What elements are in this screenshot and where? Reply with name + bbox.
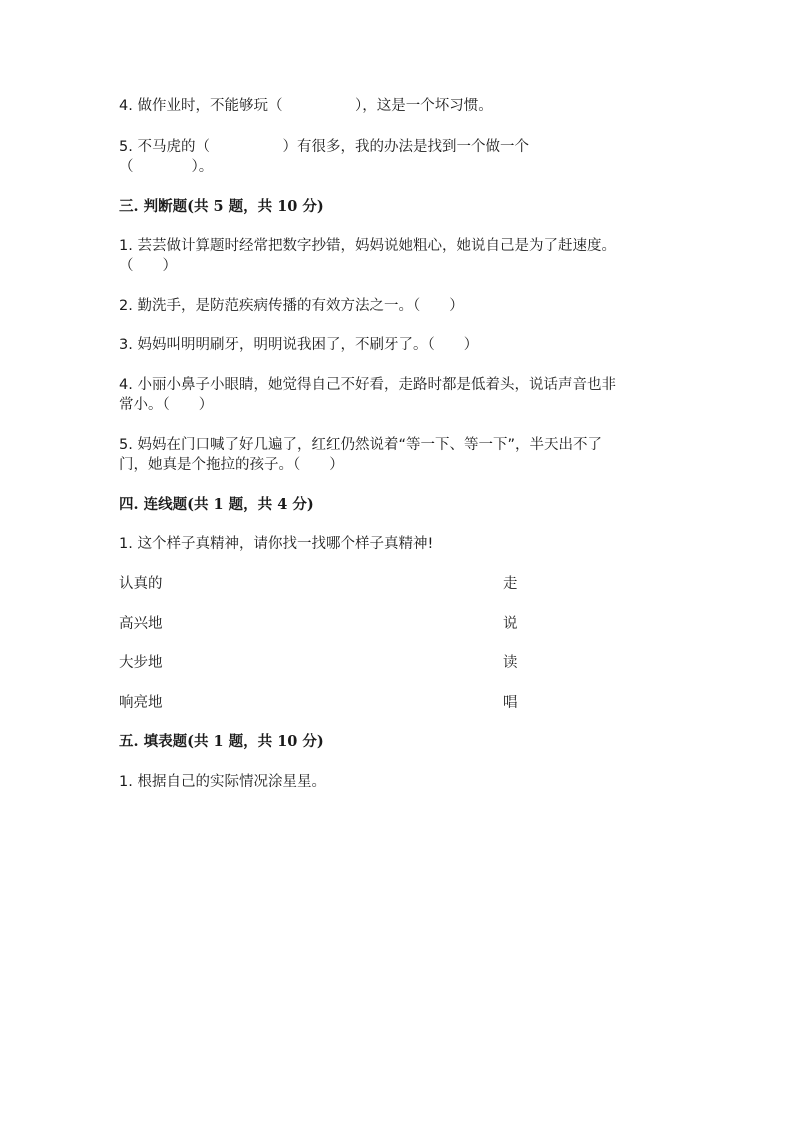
match-right-item: 唱 — [503, 695, 518, 711]
section-4-heading: 四. 连线题(共 1 题，共 4 分) — [119, 496, 314, 513]
section-5-heading: 五. 填表题(共 1 题，共 10 分) — [119, 733, 324, 750]
match-right-item: 读 — [503, 655, 518, 671]
match-question-1: 1. 这个样子真精神，请你找一找哪个样子真精神! — [119, 536, 434, 552]
judge-question-4-line1: 4. 小丽小鼻子小眼睛，她觉得自己不好看，走路时都是低着头，说话声音也非 — [119, 377, 616, 393]
judge-question-5-line1: 5. 妈妈在门口喊了好几遍了，红红仍然说着“等一下、等一下”，半天出不了 — [119, 437, 602, 453]
judge-question-5-line2: 门，她真是个拖拉的孩子。（ ） — [119, 457, 344, 473]
section-3-heading: 三. 判断题(共 5 题，共 10 分) — [119, 198, 324, 215]
match-right-item: 说 — [503, 616, 518, 632]
judge-question-1-line2: （ ） — [119, 258, 177, 274]
match-left-item: 高兴地 — [119, 616, 163, 632]
judge-question-2: 2. 勤洗手，是防范疾病传播的有效方法之一。（ ） — [119, 298, 464, 314]
match-left-item: 大步地 — [119, 655, 163, 671]
match-left-item: 认真的 — [119, 576, 163, 592]
table-question-1: 1. 根据自己的实际情况涂星星。 — [119, 774, 326, 790]
judge-question-1-line1: 1. 芸芸做计算题时经常把数字抄错，妈妈说她粗心，她说自己是为了赶速度。 — [119, 238, 616, 254]
fill-question-5-line1: 5. 不马虎的（ ）有很多，我的办法是找到一个做一个 — [119, 139, 529, 155]
judge-question-3: 3. 妈妈叫明明刷牙，明明说我困了，不刷牙了。（ ） — [119, 337, 479, 353]
judge-question-4-line2: 常小。（ ） — [119, 397, 214, 413]
fill-question-4: 4. 做作业时，不能够玩（ ），这是一个坏习惯。 — [119, 98, 493, 114]
match-right-item: 走 — [503, 576, 518, 592]
fill-question-5-line2: （ ）。 — [119, 159, 214, 175]
match-left-item: 响亮地 — [119, 695, 163, 711]
